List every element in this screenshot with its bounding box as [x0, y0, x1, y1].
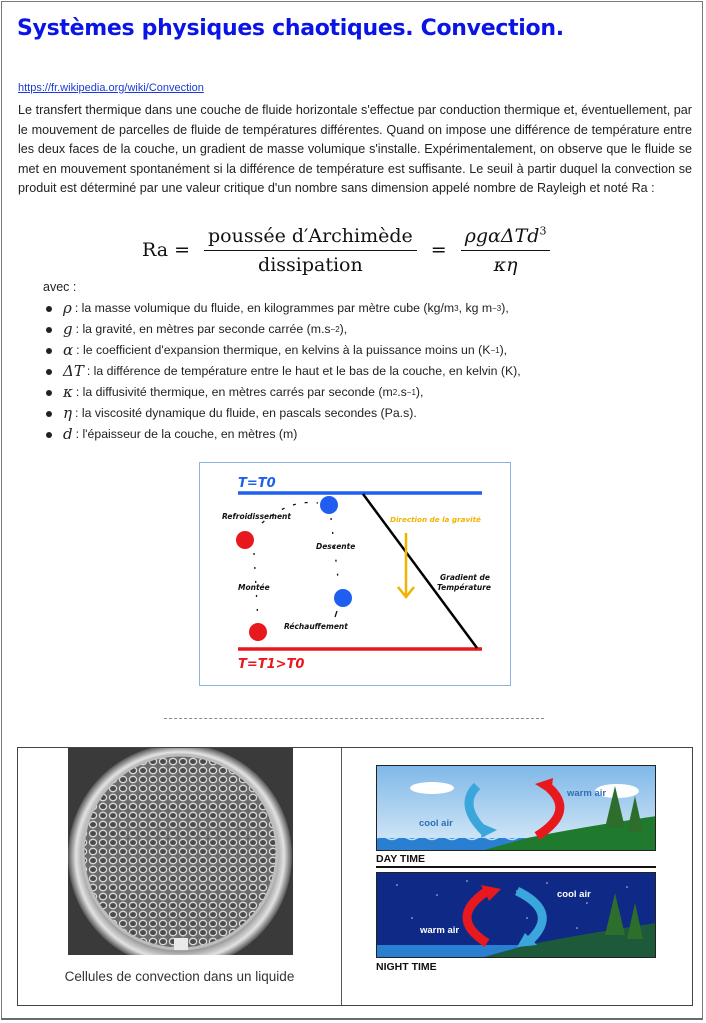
day-warm-air-label: warm air — [567, 788, 607, 799]
variable-desc-end: ), — [501, 301, 509, 315]
day-divider — [376, 866, 656, 868]
variable-symbol: κ — [63, 383, 73, 401]
numerator-exponent: 3 — [539, 224, 547, 238]
gravity-label: Direction de la gravité — [390, 515, 481, 524]
variable-desc-end: ), — [415, 385, 424, 399]
variable-desc: : la viscosité dynamique du fluide, en pascals secondes (Pa.s). — [75, 406, 417, 420]
variable-desc: : la diffusivité thermique, en mètres carrés par seconde (m — [75, 385, 393, 399]
variable-item — [42, 361, 521, 382]
fraction-denominator-symbols: κη — [493, 253, 518, 276]
day-cool-air-label: cool air — [419, 818, 453, 829]
intro-paragraph: Le transfert thermique dans une couche de fluide horizontale s'effectue par conduction thermique et, éventuellement, par le mouvement de parcelles de fluide de températures différentes. Quand on impose une différence de température entre les deux faces de la couche, un gradient de masse volumique s'installe. Expérimentalement, on observe que le fluide se met en mouvement spontanément si la différence de température est suffisante. Le seuil à partir duquel la convection se produit est déterminé par une valeur critique d'un nombre sans dimension appelé nombre de Rayleigh et noté Ra : — [18, 103, 692, 195]
day-scene-graphic — [377, 766, 656, 851]
variable-item: g : la gravité, en mètres par seconde carrée (m.s −2 ), — [42, 319, 521, 340]
variable-item — [42, 403, 521, 424]
rise-label: Montée — [238, 583, 270, 592]
formula-lhs: Ra — [142, 239, 169, 261]
variable-desc-end: ), — [339, 322, 348, 336]
variable-item: α : le coefficient d'expansion thermique, en kelvins à la puissance moins un (K −1 ), — [42, 340, 521, 361]
cold-particle-top — [320, 496, 338, 514]
bullet-icon — [46, 411, 52, 417]
variable-desc: : la différence de température entre le haut et le bas de la couche, en kelvin (K), — [86, 364, 521, 378]
variable-symbol: ρ — [63, 299, 72, 317]
gradient-label-line1: Gradient de — [440, 573, 490, 582]
heating-path — [335, 611, 337, 617]
bullet-icon — [46, 306, 52, 312]
formula-equals-2: = — [430, 239, 447, 261]
variables-intro: avec : — [43, 280, 77, 294]
variable-symbol: g — [63, 320, 73, 338]
variable-item: ρ : la masse volumique du fluide, en kilogrammes par mètre cube (kg/m 3 , kg m −3 ), — [42, 298, 521, 319]
numerator-text: ρgαΔTd — [464, 224, 540, 247]
variable-symbol: ΔT — [63, 362, 84, 380]
day-time-label: DAY TIME — [376, 853, 426, 865]
cooling-label: Refroidissement — [222, 512, 291, 521]
fraction-numerator: poussée d′Archimède — [204, 225, 417, 251]
night-time-label: NIGHT TIME — [376, 961, 437, 973]
convection-cells-photo — [68, 748, 293, 955]
formula-fraction-words — [204, 225, 417, 276]
night-scene — [376, 872, 656, 958]
page-title: Systèmes physiques chaotiques. Convection. — [17, 16, 564, 41]
descent-label: Descente — [316, 542, 356, 551]
bullet-icon — [46, 369, 52, 375]
convection-cells-cell — [18, 748, 342, 1005]
fraction-numerator-symbols — [461, 225, 551, 251]
night-scene-graphic — [377, 873, 656, 958]
convection-diagram-graphic — [200, 463, 512, 687]
formula-fraction-symbols — [461, 225, 551, 276]
variable-desc-mid: , kg m — [458, 301, 493, 315]
formula-equals: = — [174, 239, 190, 261]
bullet-icon — [46, 432, 52, 438]
heating-label: Réchauffement — [284, 622, 348, 631]
top-temperature-label: T=T0 — [238, 476, 276, 491]
night-warm-air-label: warm air — [420, 925, 460, 936]
descent-path — [331, 518, 339, 587]
document-page — [1, 1, 703, 1020]
day-scene — [376, 765, 656, 851]
bullet-icon — [46, 327, 52, 333]
fraction-denominator: dissipation — [258, 253, 363, 276]
rayleigh-formula — [142, 220, 558, 280]
variable-desc-mid: .s — [397, 385, 407, 399]
variable-desc-end: ), — [499, 343, 508, 357]
variable-item — [42, 424, 521, 445]
night-cool-air-label: cool air — [557, 889, 591, 900]
variable-symbol: η — [63, 404, 72, 422]
convection-diagram — [199, 462, 511, 686]
dashed-separator — [164, 718, 544, 719]
variable-desc: : le coefficient d'expansion thermique, en kelvins à la puissance moins un (K — [76, 343, 491, 357]
variable-symbol: α — [63, 341, 74, 359]
gradient-label-line2: Température — [437, 583, 491, 592]
cold-particle-bottom — [334, 589, 352, 607]
convection-cells-caption: Cellules de convection dans un liquide — [64, 969, 295, 984]
hot-particle-upper — [236, 531, 254, 549]
hot-particle-lower — [249, 623, 267, 641]
wikipedia-link[interactable]: https://fr.wikipedia.org/wiki/Convection — [18, 82, 204, 94]
variable-desc: : la masse volumique du fluide, en kilogrammes par mètre cube (kg/m — [74, 301, 455, 315]
bullet-icon — [46, 390, 52, 396]
figures-table — [17, 747, 693, 1006]
bullet-icon — [46, 348, 52, 354]
sea-breeze-cell — [342, 748, 692, 1005]
variable-desc: : la gravité, en mètres par seconde carrée (m.s — [75, 322, 331, 336]
variable-desc: : l'épaisseur de la couche, en mètres (m) — [75, 427, 298, 441]
bottom-temperature-label: T=T1>T0 — [238, 657, 305, 672]
variable-symbol: d — [63, 425, 73, 443]
variable-item: κ : la diffusivité thermique, en mètres carrés par seconde (m 2 .s −1 ), — [42, 382, 521, 403]
variables-list — [42, 298, 521, 445]
